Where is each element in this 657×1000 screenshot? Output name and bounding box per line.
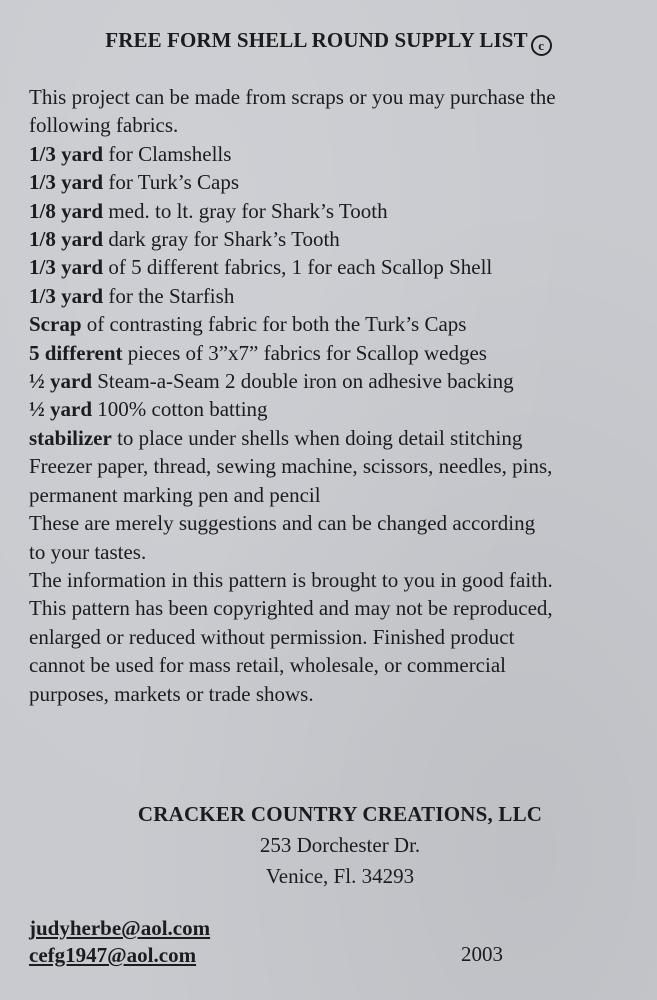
supply-description: for Turk’s Caps	[103, 170, 240, 195]
supply-description: pieces of 3”x7” fabrics for Scallop wedges	[122, 340, 487, 365]
copyright-notice-line: The information in this pattern is brought to you in good faith.	[29, 567, 553, 592]
supply-description: for Clamshells	[103, 141, 232, 166]
supply-quantity: ½ yard	[29, 397, 92, 422]
copyright-icon: c	[531, 35, 552, 56]
supply-description: dark gray for Shark’s Tooth	[103, 227, 340, 252]
supply-description: of contrasting fabric for both the Turk’s Caps	[81, 312, 467, 337]
page-title	[0, 28, 657, 56]
supply-item	[29, 395, 649, 423]
supply-item	[29, 339, 649, 367]
supply-quantity: 1/8 yard	[29, 227, 104, 252]
email-link[interactable]: judyherbe@aol.com	[29, 916, 211, 940]
supply-description: of 5 different fabrics, 1 for each Scallop Shell	[103, 255, 493, 280]
supply-list-body	[29, 83, 649, 708]
supply-item	[29, 367, 649, 395]
notions-line: permanent marking pen and pencil	[29, 482, 321, 507]
supply-item	[29, 282, 649, 310]
intro-line: This project can be made from scraps or you may purchase the	[29, 85, 556, 109]
supply-quantity: 1/3 yard	[29, 141, 104, 166]
company-address-block	[0, 799, 657, 892]
supply-quantity: ½ yard	[29, 369, 92, 394]
supply-description: 100% cotton batting	[92, 397, 268, 422]
supply-item	[29, 424, 649, 452]
copyright-notice-line: purposes, markets or trade shows.	[29, 681, 314, 706]
supply-description: med. to lt. gray for Shark’s Tooth	[103, 198, 388, 223]
suggestion-line: These are merely suggestions and can be changed according	[29, 511, 536, 536]
copyright-notice-line: This pattern has been copyrighted and may not be reproduced,	[29, 596, 553, 621]
supply-description: Steam-a-Seam 2 double iron on adhesive backing	[92, 369, 514, 394]
supply-item	[29, 253, 649, 281]
supply-quantity: 1/3 yard	[29, 170, 104, 195]
supply-description: for the Starfish	[103, 283, 235, 308]
company-street: 253 Dorchester Dr.	[259, 833, 421, 857]
supply-quantity: 1/3 yard	[29, 283, 104, 308]
contact-emails	[29, 915, 210, 969]
supply-quantity: 1/8 yard	[29, 198, 104, 223]
copyright-notice-line: cannot be used for mass retail, wholesale, or commercial	[29, 653, 506, 678]
email-link[interactable]: cefg1947@aol.com	[29, 943, 197, 967]
year-label: 2003	[461, 942, 503, 966]
supply-item	[29, 225, 649, 253]
company-city: Venice, Fl. 34293	[265, 864, 415, 888]
copyright-notice-line: enlarged or reduced without permission. Finished product	[29, 624, 515, 649]
supply-item	[29, 310, 649, 338]
intro-line: following fabrics.	[29, 113, 179, 138]
suggestion-line: to your tastes.	[29, 539, 147, 564]
supply-description: to place under shells when doing detail stitching	[111, 425, 523, 450]
supply-item	[29, 197, 649, 225]
supply-item	[29, 140, 649, 168]
supply-quantity: stabilizer	[29, 425, 112, 450]
supply-quantity: 1/3 yard	[29, 255, 104, 280]
company-name: CRACKER COUNTRY CREATIONS, LLC	[137, 802, 543, 826]
supply-quantity: 5 different	[29, 340, 123, 365]
supply-quantity: Scrap	[29, 312, 82, 337]
title-text: FREE FORM SHELL ROUND SUPPLY LIST	[105, 28, 528, 52]
supply-item	[29, 168, 649, 196]
notions-line: Freezer paper, thread, sewing machine, scissors, needles, pins,	[29, 454, 553, 479]
